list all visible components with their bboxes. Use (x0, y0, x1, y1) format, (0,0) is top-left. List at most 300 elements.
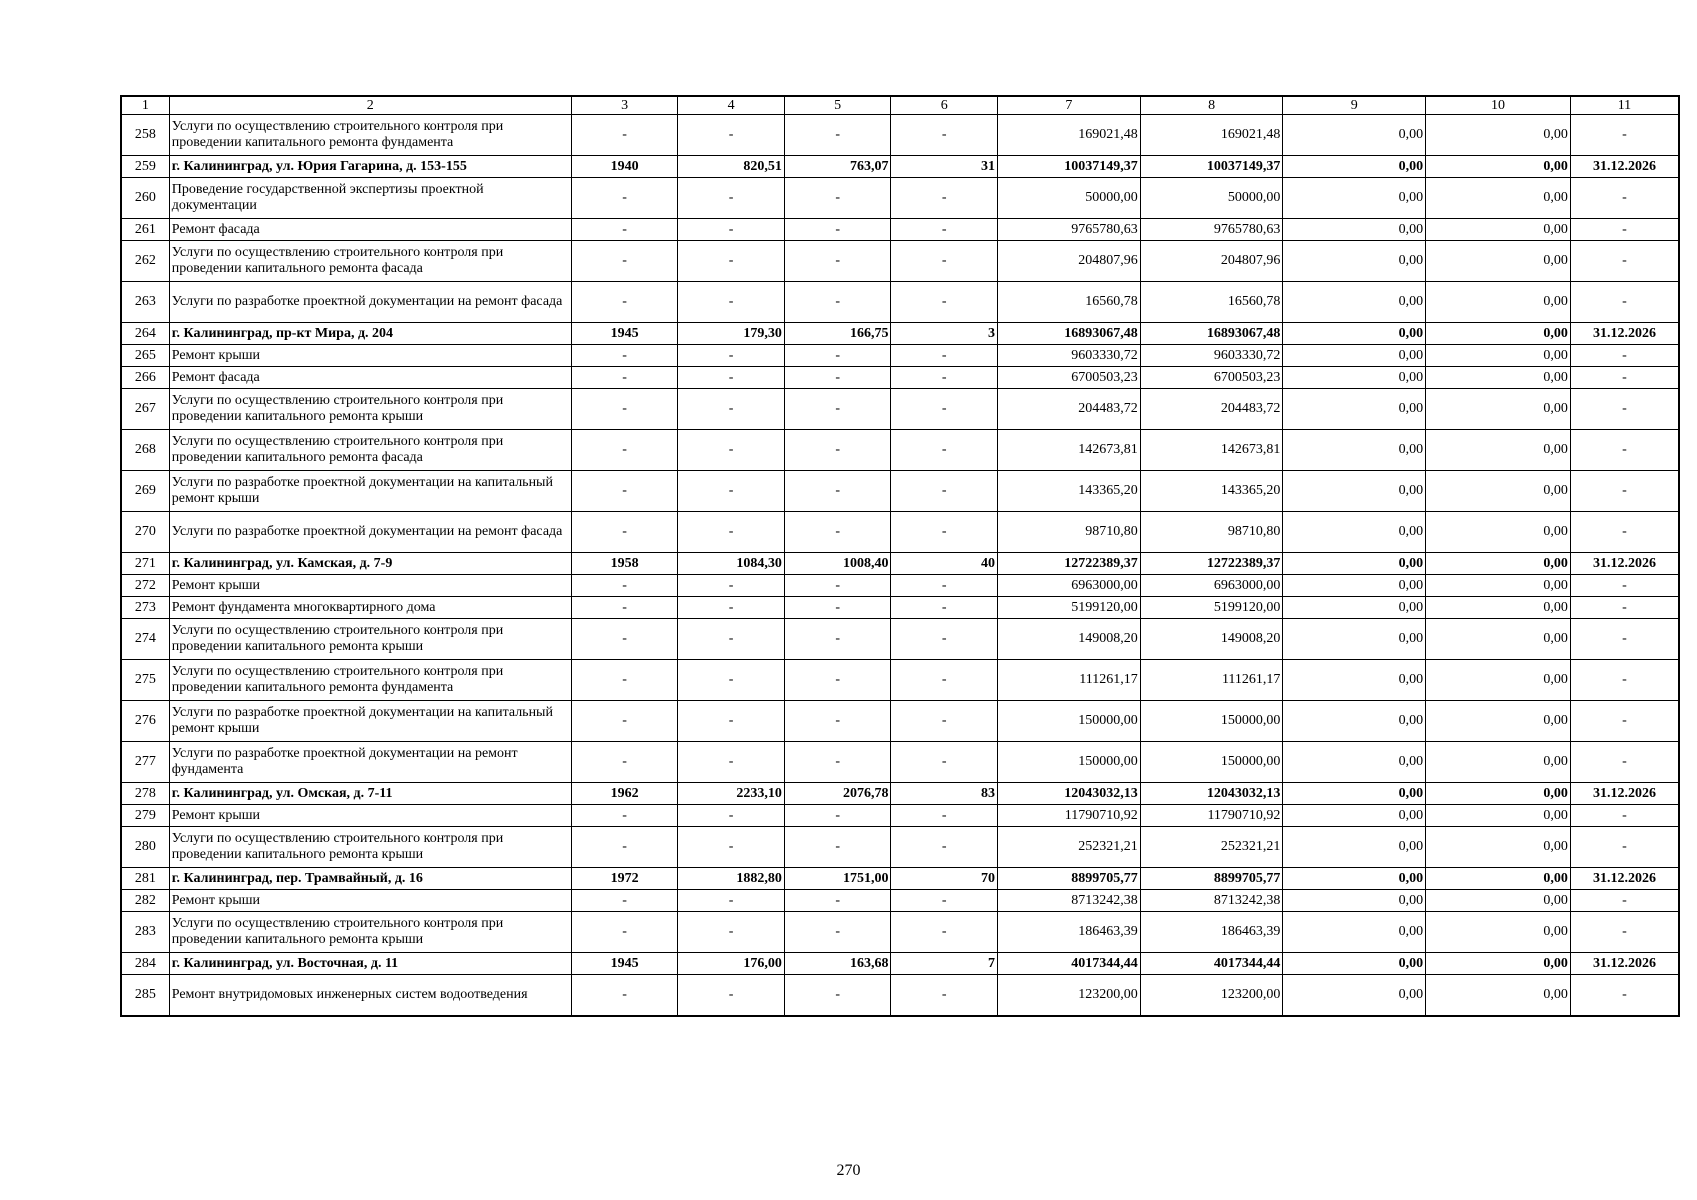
fund-cost-cell: 6700503,23 (1140, 367, 1283, 389)
living-area-cell: 763,07 (784, 156, 891, 178)
work-item-row (121, 219, 1679, 241)
address-row (121, 868, 1679, 890)
total-cost-cell: 12043032,13 (997, 783, 1140, 805)
living-area-cell: - (784, 430, 891, 471)
year-cell: 1945 (571, 953, 678, 975)
fund-cost-cell: 169021,48 (1140, 115, 1283, 156)
year-cell: 1972 (571, 868, 678, 890)
work-item-row (121, 389, 1679, 430)
fund-cost-cell: 150000,00 (1140, 701, 1283, 742)
area-cell: - (678, 742, 785, 783)
other-cost-cell: 0,00 (1426, 975, 1571, 1017)
fund-cost-cell: 16893067,48 (1140, 323, 1283, 345)
description-cell: Услуги по разработке проектной документации на ремонт фундамента (169, 742, 571, 783)
budget-cost-cell: 0,00 (1283, 575, 1426, 597)
work-item-row (121, 660, 1679, 701)
budget-cost-cell: 0,00 (1283, 742, 1426, 783)
living-area-cell: - (784, 512, 891, 553)
row-number-cell: 285 (121, 975, 169, 1017)
total-cost-cell: 143365,20 (997, 471, 1140, 512)
area-cell: 2233,10 (678, 783, 785, 805)
description-cell: Проведение государственной экспертизы проектной документации (169, 178, 571, 219)
description-cell: Услуги по разработке проектной документации на капитальный ремонт крыши (169, 471, 571, 512)
total-cost-cell: 11790710,92 (997, 805, 1140, 827)
area-cell: - (678, 975, 785, 1017)
work-item-row (121, 619, 1679, 660)
budget-cost-cell: 0,00 (1283, 827, 1426, 868)
budget-cost-cell: 0,00 (1283, 323, 1426, 345)
area-cell: - (678, 912, 785, 953)
budget-cost-cell: 0,00 (1283, 156, 1426, 178)
area-cell: - (678, 430, 785, 471)
living-area-cell: - (784, 115, 891, 156)
budget-cost-cell: 0,00 (1283, 868, 1426, 890)
other-cost-cell: 0,00 (1426, 323, 1571, 345)
other-cost-cell: 0,00 (1426, 282, 1571, 323)
year-cell: - (571, 975, 678, 1017)
budget-cost-cell: 0,00 (1283, 115, 1426, 156)
year-cell: 1962 (571, 783, 678, 805)
budget-cost-cell: 0,00 (1283, 701, 1426, 742)
work-item-row (121, 178, 1679, 219)
row-number-cell: 268 (121, 430, 169, 471)
year-cell: - (571, 805, 678, 827)
work-item-row (121, 575, 1679, 597)
fund-cost-cell: 16560,78 (1140, 282, 1283, 323)
description-cell: г. Калининград, ул. Омская, д. 7-11 (169, 783, 571, 805)
row-number-cell: 266 (121, 367, 169, 389)
residents-cell: - (891, 575, 998, 597)
row-number-cell: 280 (121, 827, 169, 868)
area-cell: 1084,30 (678, 553, 785, 575)
fund-cost-cell: 123200,00 (1140, 975, 1283, 1017)
budget-cost-cell: 0,00 (1283, 367, 1426, 389)
budget-cost-cell: 0,00 (1283, 345, 1426, 367)
living-area-cell: - (784, 975, 891, 1017)
description-cell: Услуги по осуществлению строительного контроля при проведении капитального ремонта крыши (169, 389, 571, 430)
description-cell: Услуги по осуществлению строительного контроля при проведении капитального ремонта крыши (169, 619, 571, 660)
address-row (121, 553, 1679, 575)
year-cell: - (571, 912, 678, 953)
residents-cell: - (891, 619, 998, 660)
description-cell: Услуги по осуществлению строительного контроля при проведении капитального ремонта фасада (169, 241, 571, 282)
year-cell: - (571, 660, 678, 701)
fund-cost-cell: 6963000,00 (1140, 575, 1283, 597)
deadline-cell: - (1570, 389, 1679, 430)
budget-cost-cell: 0,00 (1283, 178, 1426, 219)
description-cell: Услуги по разработке проектной документации на капитальный ремонт крыши (169, 701, 571, 742)
description-cell: Ремонт крыши (169, 345, 571, 367)
row-number-cell: 271 (121, 553, 169, 575)
other-cost-cell: 0,00 (1426, 619, 1571, 660)
row-number-cell: 265 (121, 345, 169, 367)
address-row (121, 953, 1679, 975)
area-cell: - (678, 367, 785, 389)
budget-cost-cell: 0,00 (1283, 912, 1426, 953)
row-number-cell: 274 (121, 619, 169, 660)
deadline-cell: - (1570, 619, 1679, 660)
budget-cost-cell: 0,00 (1283, 430, 1426, 471)
year-cell: - (571, 389, 678, 430)
area-cell: - (678, 575, 785, 597)
description-cell: Ремонт крыши (169, 805, 571, 827)
year-cell: 1945 (571, 323, 678, 345)
description-cell: Услуги по осуществлению строительного контроля при проведении капитального ремонта фасада (169, 430, 571, 471)
column-header: 1 (121, 96, 169, 115)
fund-cost-cell: 186463,39 (1140, 912, 1283, 953)
total-cost-cell: 123200,00 (997, 975, 1140, 1017)
living-area-cell: 1751,00 (784, 868, 891, 890)
total-cost-cell: 98710,80 (997, 512, 1140, 553)
residents-cell: 3 (891, 323, 998, 345)
other-cost-cell: 0,00 (1426, 471, 1571, 512)
area-cell: - (678, 219, 785, 241)
deadline-cell: - (1570, 345, 1679, 367)
other-cost-cell: 0,00 (1426, 241, 1571, 282)
deadline-cell: - (1570, 178, 1679, 219)
residents-cell: - (891, 178, 998, 219)
living-area-cell: - (784, 178, 891, 219)
year-cell: - (571, 742, 678, 783)
capital-repair-table (120, 95, 1680, 1017)
year-cell: - (571, 701, 678, 742)
total-cost-cell: 10037149,37 (997, 156, 1140, 178)
other-cost-cell: 0,00 (1426, 178, 1571, 219)
residents-cell: - (891, 219, 998, 241)
work-item-row (121, 430, 1679, 471)
area-cell: - (678, 890, 785, 912)
row-number-cell: 259 (121, 156, 169, 178)
row-number-cell: 263 (121, 282, 169, 323)
other-cost-cell: 0,00 (1426, 805, 1571, 827)
budget-cost-cell: 0,00 (1283, 553, 1426, 575)
residents-cell: 83 (891, 783, 998, 805)
residents-cell: - (891, 430, 998, 471)
residents-cell: 40 (891, 553, 998, 575)
fund-cost-cell: 98710,80 (1140, 512, 1283, 553)
total-cost-cell: 186463,39 (997, 912, 1140, 953)
fund-cost-cell: 12722389,37 (1140, 553, 1283, 575)
area-cell: - (678, 619, 785, 660)
total-cost-cell: 50000,00 (997, 178, 1140, 219)
column-header: 3 (571, 96, 678, 115)
description-cell: Ремонт крыши (169, 575, 571, 597)
column-header: 5 (784, 96, 891, 115)
total-cost-cell: 6963000,00 (997, 575, 1140, 597)
year-cell: - (571, 827, 678, 868)
residents-cell: - (891, 345, 998, 367)
year-cell: - (571, 219, 678, 241)
total-cost-cell: 4017344,44 (997, 953, 1140, 975)
fund-cost-cell: 204483,72 (1140, 389, 1283, 430)
living-area-cell: - (784, 619, 891, 660)
work-item-row (121, 367, 1679, 389)
row-number-cell: 261 (121, 219, 169, 241)
living-area-cell: - (784, 597, 891, 619)
deadline-cell: - (1570, 701, 1679, 742)
living-area-cell: - (784, 660, 891, 701)
residents-cell: - (891, 912, 998, 953)
deadline-cell: - (1570, 430, 1679, 471)
area-cell: - (678, 178, 785, 219)
year-cell: - (571, 619, 678, 660)
fund-cost-cell: 252321,21 (1140, 827, 1283, 868)
area-cell: - (678, 389, 785, 430)
area-cell: - (678, 115, 785, 156)
residents-cell: 70 (891, 868, 998, 890)
total-cost-cell: 16893067,48 (997, 323, 1140, 345)
total-cost-cell: 142673,81 (997, 430, 1140, 471)
year-cell: - (571, 115, 678, 156)
description-cell: Услуги по осуществлению строительного контроля при проведении капитального ремонта крыши (169, 912, 571, 953)
description-cell: Ремонт внутридомовых инженерных систем водоотведения (169, 975, 571, 1017)
living-area-cell: 2076,78 (784, 783, 891, 805)
other-cost-cell: 0,00 (1426, 367, 1571, 389)
fund-cost-cell: 10037149,37 (1140, 156, 1283, 178)
residents-cell: - (891, 115, 998, 156)
row-number-cell: 267 (121, 389, 169, 430)
other-cost-cell: 0,00 (1426, 953, 1571, 975)
description-cell: Услуги по разработке проектной документации на ремонт фасада (169, 282, 571, 323)
row-number-cell: 279 (121, 805, 169, 827)
budget-cost-cell: 0,00 (1283, 282, 1426, 323)
total-cost-cell: 6700503,23 (997, 367, 1140, 389)
living-area-cell: - (784, 742, 891, 783)
description-cell: г. Калининград, ул. Восточная, д. 11 (169, 953, 571, 975)
total-cost-cell: 204483,72 (997, 389, 1140, 430)
description-cell: Услуги по осуществлению строительного контроля при проведении капитального ремонта фундамента (169, 115, 571, 156)
living-area-cell: 163,68 (784, 953, 891, 975)
total-cost-cell: 9765780,63 (997, 219, 1140, 241)
area-cell: - (678, 241, 785, 282)
living-area-cell: - (784, 241, 891, 282)
work-item-row (121, 890, 1679, 912)
deadline-cell: - (1570, 827, 1679, 868)
living-area-cell: - (784, 827, 891, 868)
description-cell: Услуги по разработке проектной документации на ремонт фасада (169, 512, 571, 553)
column-number-header-row (121, 96, 1679, 115)
other-cost-cell: 0,00 (1426, 345, 1571, 367)
total-cost-cell: 16560,78 (997, 282, 1140, 323)
year-cell: - (571, 512, 678, 553)
work-item-row (121, 241, 1679, 282)
budget-cost-cell: 0,00 (1283, 783, 1426, 805)
row-number-cell: 278 (121, 783, 169, 805)
residents-cell: - (891, 975, 998, 1017)
deadline-cell: - (1570, 597, 1679, 619)
deadline-cell: - (1570, 115, 1679, 156)
residents-cell: - (891, 367, 998, 389)
year-cell: - (571, 345, 678, 367)
deadline-cell: 31.12.2026 (1570, 783, 1679, 805)
residents-cell: - (891, 241, 998, 282)
year-cell: - (571, 241, 678, 282)
row-number-cell: 272 (121, 575, 169, 597)
other-cost-cell: 0,00 (1426, 742, 1571, 783)
other-cost-cell: 0,00 (1426, 827, 1571, 868)
area-cell: - (678, 805, 785, 827)
area-cell: - (678, 345, 785, 367)
living-area-cell: - (784, 575, 891, 597)
total-cost-cell: 8899705,77 (997, 868, 1140, 890)
deadline-cell: - (1570, 660, 1679, 701)
residents-cell: - (891, 890, 998, 912)
residents-cell: 31 (891, 156, 998, 178)
area-cell: - (678, 701, 785, 742)
total-cost-cell: 252321,21 (997, 827, 1140, 868)
budget-cost-cell: 0,00 (1283, 241, 1426, 282)
year-cell: 1940 (571, 156, 678, 178)
living-area-cell: 166,75 (784, 323, 891, 345)
year-cell: - (571, 890, 678, 912)
column-header: 6 (891, 96, 998, 115)
description-cell: Ремонт фундамента многоквартирного дома (169, 597, 571, 619)
total-cost-cell: 111261,17 (997, 660, 1140, 701)
deadline-cell: 31.12.2026 (1570, 323, 1679, 345)
year-cell: - (571, 597, 678, 619)
total-cost-cell: 12722389,37 (997, 553, 1140, 575)
year-cell: - (571, 282, 678, 323)
residents-cell: 7 (891, 953, 998, 975)
description-cell: Услуги по осуществлению строительного контроля при проведении капитального ремонта крыши (169, 827, 571, 868)
row-number-cell: 282 (121, 890, 169, 912)
description-cell: г. Калининград, пер. Трамвайный, д. 16 (169, 868, 571, 890)
budget-cost-cell: 0,00 (1283, 597, 1426, 619)
other-cost-cell: 0,00 (1426, 430, 1571, 471)
description-cell: г. Калининград, ул. Камская, д. 7-9 (169, 553, 571, 575)
year-cell: - (571, 575, 678, 597)
living-area-cell: - (784, 912, 891, 953)
area-cell: 820,51 (678, 156, 785, 178)
description-cell: Ремонт фасада (169, 219, 571, 241)
work-item-row (121, 975, 1679, 1017)
area-cell: - (678, 597, 785, 619)
year-cell: - (571, 430, 678, 471)
area-cell: 176,00 (678, 953, 785, 975)
total-cost-cell: 149008,20 (997, 619, 1140, 660)
deadline-cell: - (1570, 512, 1679, 553)
deadline-cell: - (1570, 282, 1679, 323)
fund-cost-cell: 8899705,77 (1140, 868, 1283, 890)
living-area-cell: - (784, 890, 891, 912)
deadline-cell: 31.12.2026 (1570, 156, 1679, 178)
fund-cost-cell: 12043032,13 (1140, 783, 1283, 805)
area-cell: 179,30 (678, 323, 785, 345)
deadline-cell: - (1570, 890, 1679, 912)
column-header: 9 (1283, 96, 1426, 115)
deadline-cell: 31.12.2026 (1570, 868, 1679, 890)
total-cost-cell: 150000,00 (997, 742, 1140, 783)
work-item-row (121, 597, 1679, 619)
total-cost-cell: 5199120,00 (997, 597, 1140, 619)
row-number-cell: 260 (121, 178, 169, 219)
other-cost-cell: 0,00 (1426, 115, 1571, 156)
row-number-cell: 284 (121, 953, 169, 975)
budget-cost-cell: 0,00 (1283, 975, 1426, 1017)
total-cost-cell: 8713242,38 (997, 890, 1140, 912)
other-cost-cell: 0,00 (1426, 701, 1571, 742)
other-cost-cell: 0,00 (1426, 219, 1571, 241)
column-header: 8 (1140, 96, 1283, 115)
column-header: 7 (997, 96, 1140, 115)
year-cell: 1958 (571, 553, 678, 575)
fund-cost-cell: 150000,00 (1140, 742, 1283, 783)
residents-cell: - (891, 660, 998, 701)
residents-cell: - (891, 512, 998, 553)
deadline-cell: - (1570, 742, 1679, 783)
deadline-cell: - (1570, 975, 1679, 1017)
fund-cost-cell: 9603330,72 (1140, 345, 1283, 367)
budget-cost-cell: 0,00 (1283, 389, 1426, 430)
row-number-cell: 264 (121, 323, 169, 345)
year-cell: - (571, 178, 678, 219)
other-cost-cell: 0,00 (1426, 912, 1571, 953)
address-row (121, 323, 1679, 345)
work-item-row (121, 701, 1679, 742)
fund-cost-cell: 11790710,92 (1140, 805, 1283, 827)
area-cell: - (678, 512, 785, 553)
table-body (121, 96, 1679, 1016)
row-number-cell: 270 (121, 512, 169, 553)
column-header: 10 (1426, 96, 1571, 115)
year-cell: - (571, 471, 678, 512)
other-cost-cell: 0,00 (1426, 156, 1571, 178)
other-cost-cell: 0,00 (1426, 783, 1571, 805)
budget-cost-cell: 0,00 (1283, 660, 1426, 701)
row-number-cell: 273 (121, 597, 169, 619)
row-number-cell: 283 (121, 912, 169, 953)
residents-cell: - (891, 701, 998, 742)
row-number-cell: 281 (121, 868, 169, 890)
fund-cost-cell: 8713242,38 (1140, 890, 1283, 912)
area-cell: - (678, 471, 785, 512)
work-item-row (121, 115, 1679, 156)
column-header: 4 (678, 96, 785, 115)
residents-cell: - (891, 827, 998, 868)
year-cell: - (571, 367, 678, 389)
column-header: 2 (169, 96, 571, 115)
page-number: 270 (836, 1162, 861, 1179)
total-cost-cell: 150000,00 (997, 701, 1140, 742)
living-area-cell: - (784, 219, 891, 241)
work-item-row (121, 471, 1679, 512)
description-cell: Ремонт крыши (169, 890, 571, 912)
work-item-row (121, 345, 1679, 367)
deadline-cell: 31.12.2026 (1570, 553, 1679, 575)
budget-cost-cell: 0,00 (1283, 890, 1426, 912)
budget-cost-cell: 0,00 (1283, 619, 1426, 660)
area-cell: - (678, 660, 785, 701)
row-number-cell: 258 (121, 115, 169, 156)
living-area-cell: - (784, 345, 891, 367)
budget-cost-cell: 0,00 (1283, 805, 1426, 827)
other-cost-cell: 0,00 (1426, 512, 1571, 553)
description-cell: Услуги по осуществлению строительного контроля при проведении капитального ремонта фундамента (169, 660, 571, 701)
budget-cost-cell: 0,00 (1283, 512, 1426, 553)
deadline-cell: - (1570, 219, 1679, 241)
row-number-cell: 275 (121, 660, 169, 701)
deadline-cell: - (1570, 912, 1679, 953)
residents-cell: - (891, 282, 998, 323)
deadline-cell: - (1570, 805, 1679, 827)
work-item-row (121, 282, 1679, 323)
budget-cost-cell: 0,00 (1283, 219, 1426, 241)
description-cell: г. Калининград, пр-кт Мира, д. 204 (169, 323, 571, 345)
deadline-cell: - (1570, 575, 1679, 597)
other-cost-cell: 0,00 (1426, 389, 1571, 430)
fund-cost-cell: 111261,17 (1140, 660, 1283, 701)
total-cost-cell: 169021,48 (997, 115, 1140, 156)
